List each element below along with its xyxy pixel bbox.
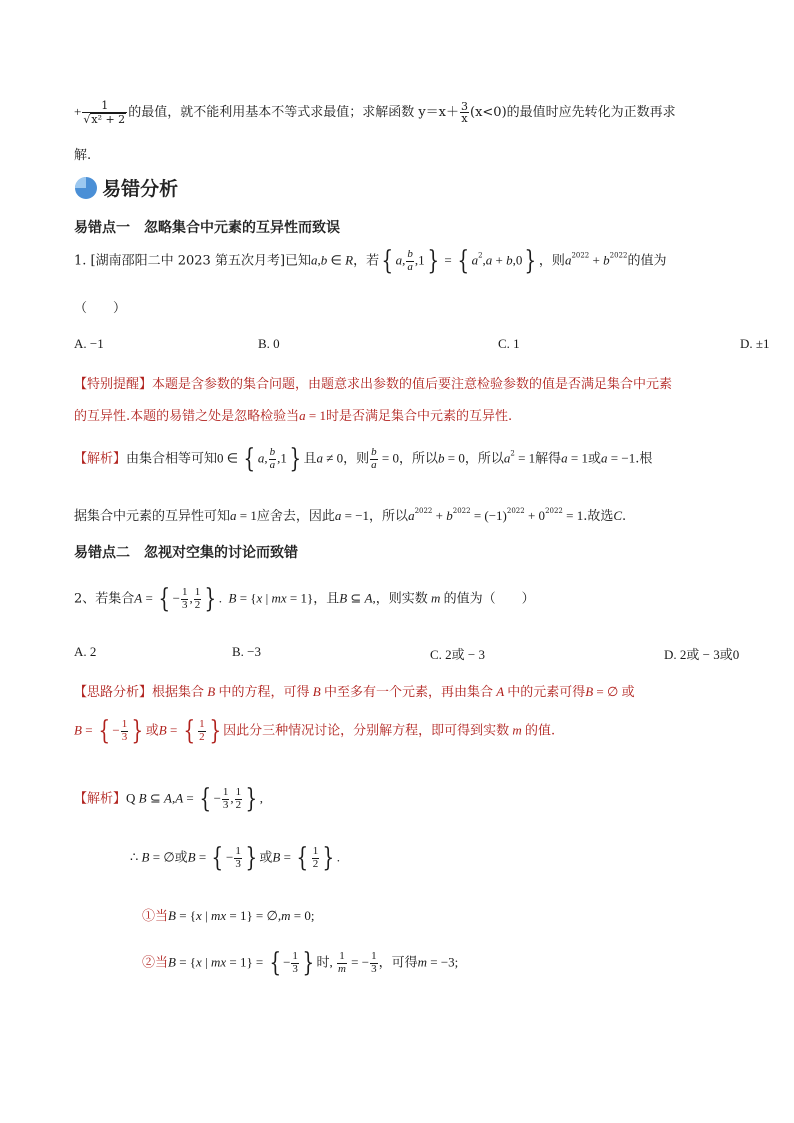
section-title: 易错分析: [102, 178, 179, 200]
think-line-1: 【思路分析】根据集合 B 中的方程，可得 B 中至多有一个元素，再由集合 A 中的元素可得B = ∅ 或: [74, 684, 635, 700]
answer-paren: （ ）: [74, 301, 127, 316]
fraction-1-over-sqrt: $\frac{1}{\text{√x² + 2}}$: [83, 99, 126, 126]
solution-2-line-2: ∴ B = ∅或B = { − $\frac{1}{3}$ } 或B = { $\frac{1}{2}$ } .: [130, 843, 341, 873]
q1-option-d[interactable]: D. ±1: [740, 336, 770, 351]
think-label: 【思路分析】: [74, 685, 153, 700]
section-header: [74, 174, 178, 201]
solution-2-case-2: ②当B = {x | mx = 1} = { − $\frac{1}{3}$ } 时, $\frac{1}{m}$ = − $\frac{1}{3}$ ，可得m = −3;: [142, 948, 459, 978]
q2-option-d[interactable]: D. 2或 − 3或0: [664, 647, 740, 662]
question-2: 2、若集合A = { − $\frac{1}{3}$ , $\frac{1}{2}$ } . B = {x | mx = 1}，且B ⊆ A,，则实数 m 的值为（ ）: [74, 584, 535, 614]
solution-label: 【解析】: [74, 451, 127, 467]
tip-label: 【特别提醒】: [74, 377, 153, 392]
q1-option-b[interactable]: B. 0: [258, 336, 280, 351]
pie-icon: [74, 176, 98, 200]
solution-1-line-1: 【解析】由集合相等可知0 ∈ { a, $\frac{b}{a}$ ,1} 且a ≠ 0，则 $\frac{b}{a}$ = 0，所以b = 0，所以$a^2 = 1$解得a = 1或a = −1.根: [74, 444, 653, 474]
q2-option-b[interactable]: B. −3: [232, 644, 262, 659]
error-point-1-heading: 易错点一 忽略集合中元素的互异性而致误: [74, 220, 340, 236]
think-line-2: B = { − $\frac{1}{3}$ } 或B = { $\frac{1}{2}$ } 因此分三种情况讨论，分别解方程，即可得到实数 m 的值.: [74, 716, 556, 746]
solution-2-label: 【解析】: [74, 791, 127, 807]
question-1: 1. [湖南邵阳二中 2023 第五次月考]已知a,b ∈ R，若{ a, $\frac{b}{a}$ ,1} = { $a^2,a + b,0$} ，则$a^{2022} + b^{2022}$的值为: [74, 246, 667, 276]
solution-1-line-2: 据集合中元素的互异性可知a = 1应舍去，因此a = −1，所以$a^{2022} + b^{2022} = (-1)^{2022} + 0^{2022} = 1$.故选C.: [74, 507, 627, 524]
solution-2-case-1: ①当B = {x | mx = 1} = ∅,m = 0;: [142, 908, 315, 924]
q1-option-a[interactable]: A. −1: [74, 336, 104, 351]
q2-option-c[interactable]: C. 2或 − 3: [430, 647, 486, 662]
fraction-3-over-x: $\frac{3}{x}$: [461, 99, 468, 126]
top-line-2: 解.: [74, 148, 92, 163]
tip-line-2: 的互异性.本题的易错之处是忽略检验当a = 1时是否满足集合中元素的互异性.: [74, 408, 513, 424]
q2-option-a[interactable]: A. 2: [74, 644, 97, 659]
top-line-1: + $\frac{1}{\text{√x² + 2}}$ 的最值，就不能利用基本不等式求最值；求解函数 y＝x＋ $\frac{3}{x}$ (x<0)的最值时应先转化为正数再求: [74, 99, 676, 126]
error-point-2-heading: 易错点二 忽视对空集的讨论而致错: [74, 545, 298, 561]
solution-2-line-1: 【解析】Q B ⊆ A,A = { − $\frac{1}{3}$ , $\frac{1}{2}$ } ,: [74, 784, 263, 814]
tip-line-1: 【特别提醒】本题是含参数的集合问题，由题意求出参数的值后要注意检验参数的值是否满足集合中元素: [74, 377, 673, 392]
q1-option-c[interactable]: C. 1: [498, 336, 520, 351]
